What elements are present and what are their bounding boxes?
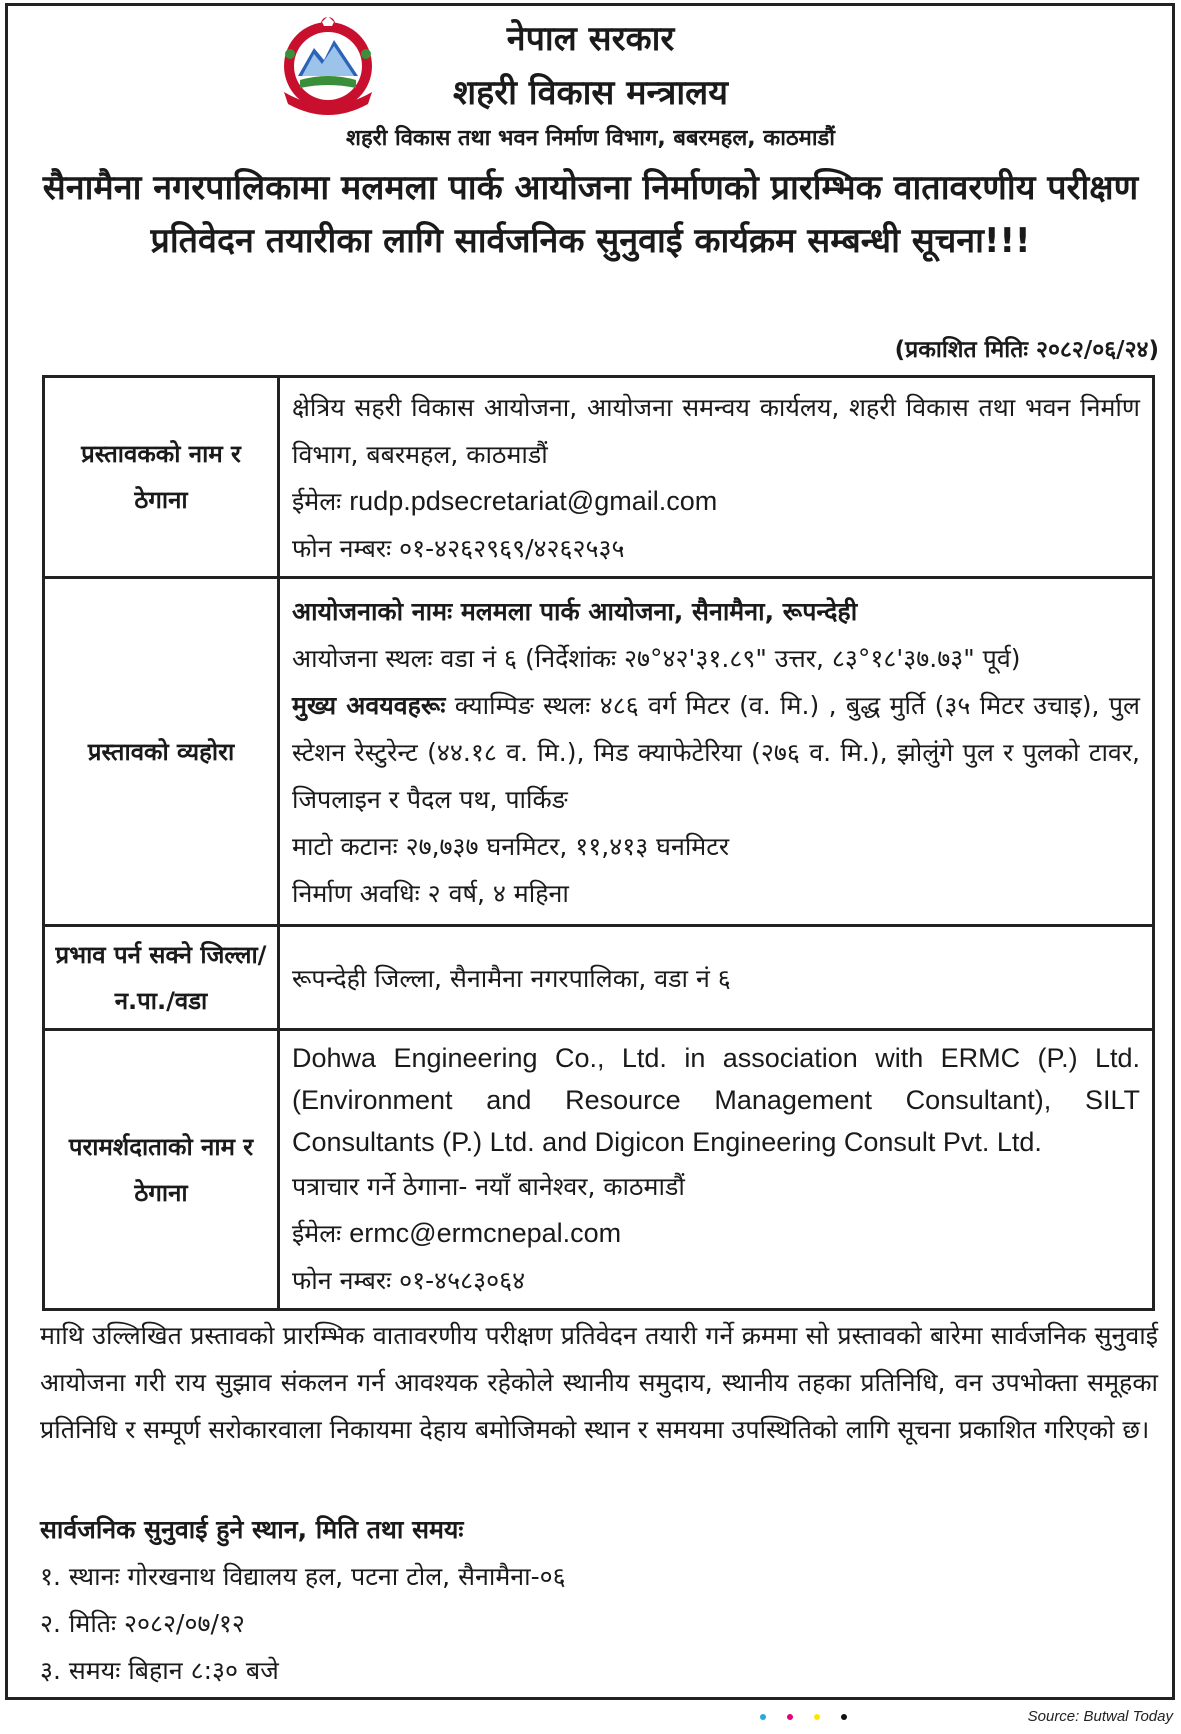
consultant-email[interactable]: ermc@ermcnepal.com <box>349 1218 622 1248</box>
hearing-details <box>40 1506 566 1694</box>
affected-area-label: प्रभाव पर्न सक्ने जिल्ला/न.पा./वडा <box>44 926 279 1030</box>
project-components <box>292 682 1140 823</box>
registration-dot <box>814 1714 820 1720</box>
table-row-project <box>44 578 1154 926</box>
consultant-label: परामर्शदाताको नाम र ठेगाना <box>44 1030 279 1310</box>
consultant-name: Dohwa Engineering Co., Ltd. in association with ERMC (P.) Ltd. (Environment and Resource Management Consultant), SILT Consultants (P.) Ltd. and Digicon Engineering Consult Pvt. Ltd. <box>292 1043 1140 1157</box>
hearing-time: ३. समयः बिहान ८:३० बजे <box>40 1656 279 1685</box>
table-row-affected-area <box>44 926 1154 1030</box>
government-name: नेपाल सरकार <box>506 19 675 59</box>
consultant-email-line <box>292 1210 1140 1257</box>
notice-title: सैनामैना नगरपालिकामा मलमला पार्क आयोजना निर्माणको प्रारम्भिक वातावरणीय परीक्षण प्रतिवेदन तयारीका लागि सार्वजनिक सुनुवाई कार्यक्रम सम्बन्धी सूचना!!! <box>42 168 1139 261</box>
consultant-address: पत्राचार गर्ने ठेगाना- नयाँ बानेश्वर, काठमाडौं <box>292 1172 685 1201</box>
proponent-phone: फोन नम्बरः ०१-४२६२९६९/४२६२५३५ <box>292 534 625 563</box>
table-row-proponent <box>44 377 1154 578</box>
project-label: प्रस्तावको व्यहोरा <box>44 578 279 926</box>
project-site: आयोजना स्थलः वडा नं ६ (निर्देशांकः २७°४२'३१.८९" उत्तर, ८३°१८'३७.७३" पूर्व) <box>292 644 1021 673</box>
published-date: (प्रकाशित मितिः २०८२/०६/२४) <box>894 337 1159 363</box>
source-credit: Source: Butwal Today <box>1027 1708 1173 1725</box>
proponent-email-line <box>292 478 1140 525</box>
registration-dot <box>760 1714 766 1720</box>
affected-area-value: रूपन्देही जिल्ला, सैनामैना नगरपालिका, वडा नं ६ <box>279 926 1154 1030</box>
project-duration: निर्माण अवधिः २ वर्ष, ४ महिना <box>292 879 569 908</box>
color-registration-dots <box>760 1705 863 1724</box>
registration-dot <box>841 1714 847 1720</box>
ministry-name: शहरी विकास मन्त्रालय <box>453 73 728 113</box>
project-info-table <box>42 375 1155 1311</box>
hearing-date: २. मितिः २०८२/०७/१२ <box>40 1609 245 1638</box>
components-list: क्याम्पिङ स्थलः ४८६ वर्ग मिटर (व. मि.) , बुद्ध मुर्ति (३५ मिटर उचाइ), पुल स्टेशन रेस्टुरेन्ट (४४.१८ व. मि.), मिड क्याफेटेरिया (२७६ व. मि.), झोलुंगे पुल र पुलको टावर, जिपलाइन र पैदल पथ, पार्किङ <box>292 691 1140 814</box>
hearing-location: १. स्थानः गोरखनाथ विद्यालय हल, पटना टोल, सैनामैना-०६ <box>40 1562 566 1591</box>
project-excavation: माटो कटानः २७,७३७ घनमिटर, ११,४१३ घनमिटर <box>292 832 730 861</box>
components-label: मुख्य अवयवहरूः <box>292 691 446 720</box>
proponent-email[interactable]: rudp.pdsecretariat@gmail.com <box>349 486 718 516</box>
consultant-email-label: ईमेलः <box>292 1219 342 1248</box>
consultant-phone: फोन नम्बरः ०१-४५८३०६४ <box>292 1266 526 1295</box>
proponent-email-label: ईमेलः <box>292 487 342 516</box>
registration-dot <box>787 1714 793 1720</box>
project-name: आयोजनाको नामः मलमला पार्क आयोजना, सैनामैना, रूपन्देही <box>292 597 858 626</box>
hearing-heading: सार्वजनिक सुनुवाई हुने स्थान, मिति तथा समयः <box>40 1515 464 1544</box>
proponent-address: क्षेत्रिय सहरी विकास आयोजना, आयोजना समन्वय कार्यलय, शहरी विकास तथा भवन निर्माण विभाग, बबरमहल, काठमाडौं <box>292 393 1140 469</box>
notice-paragraph: माथि उल्लिखित प्रस्तावको प्रारम्भिक वातावरणीय परीक्षण प्रतिवेदन तयारी गर्ने क्रममा सो प्रस्तावको बारेमा सार्वजनिक सुनुवाई आयोजना गरी राय सुझाव संकलन गर्न आवश्यक रहेकोले स्थानीय समुदाय, स्थानीय तहका प्रतिनिधि, वन उपभोक्ता समूहका प्रतिनिधि र सम्पूर्ण सरोकारवाला निकायमा देहाय बमोजिमको स्थान र समयमा उपस्थितिको लागि सूचना प्रकाशित गरिएको छ। <box>40 1321 1158 1444</box>
proponent-label: प्रस्तावकको नाम र ठेगाना <box>44 377 279 578</box>
department-name: शहरी विकास तथा भवन निर्माण विभाग, बबरमहल, काठमाडौं <box>346 126 835 151</box>
table-row-consultant <box>44 1030 1154 1310</box>
